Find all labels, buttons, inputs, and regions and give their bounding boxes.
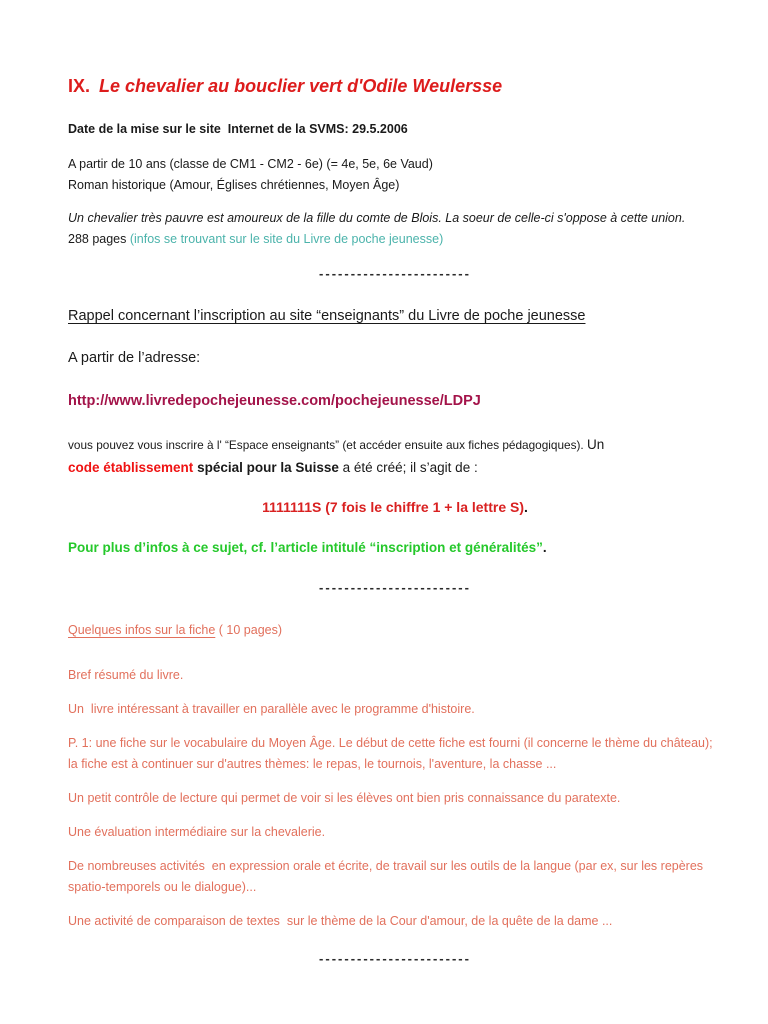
fiche-section-heading [68, 620, 722, 640]
more-info-period: . [542, 540, 547, 555]
dashed-separator: ------------------------ [319, 580, 471, 595]
pages-count: 288 pages [68, 232, 130, 246]
fiche-heading-pages: ( 10 pages) [215, 623, 283, 637]
title-numeral: IX. [68, 76, 91, 96]
more-info-text: Pour plus d’infos à ce sujet, cf. l’article intitulé “inscription et généralités” [68, 540, 543, 555]
more-info-note [68, 538, 722, 558]
fiche-item: De nombreuses activités en expression orale et écrite, de travail sur les outils de la langue (par ex, sur les repères spatio-temporels ou le dialogue)... [68, 859, 707, 894]
dashed-separator: ------------------------ [319, 266, 471, 281]
website-link[interactable]: http://www.livredepochejeunesse.com/pochejeunesse/LDPJ [68, 393, 481, 409]
dashed-separator: ------------------------ [319, 951, 471, 966]
signup-paragraph [68, 434, 722, 479]
fiche-item: Bref résumé du livre. [68, 668, 184, 682]
code-etablissement-label: code établissement [68, 459, 198, 475]
code-value-period: . [524, 499, 528, 515]
rappel-heading: Rappel concernant l’inscription au site “enseignants” du Livre de poche jeunesse [68, 308, 586, 324]
signup-text-tail: Un [587, 437, 605, 452]
establishment-code-value [68, 497, 722, 517]
signup-tail: a été créé; il s’agit de : [342, 459, 478, 475]
title-text: Le chevalier au bouclier vert d'Odile Weulersse [99, 76, 503, 96]
address-intro: A partir de l’adresse: [68, 350, 201, 366]
publish-date-line: Date de la mise sur le site Internet de la SVMS: 29.5.2006 [68, 122, 408, 136]
pages-note: (infos se trouvant sur le site du Livre de poche jeunesse) [129, 232, 444, 246]
book-meta-block [68, 154, 722, 196]
genre-line: Roman historique (Amour, Églises chrétiennes, Moyen Âge) [68, 178, 400, 192]
signup-text: vous pouvez vous inscrire à l' “Espace enseignants” (et accéder ensuite aux fiches pédagogiques). [68, 438, 587, 452]
book-summary: Un chevalier très pauvre est amoureux de la fille du comte de Blois. La soeur de celle-ci s'oppose à cette union. [68, 211, 686, 225]
fiche-heading-text: Quelques infos sur la fiche [68, 623, 216, 637]
audience-line: A partir de 10 ans (classe de CM1 - CM2 - 6e) (= 4e, 5e, 6e Vaud) [68, 157, 433, 171]
code-value-text: 1111111S (7 fois le chiffre 1 + la lettre S) [262, 499, 524, 515]
suisse-special-label: spécial pour la Suisse [197, 459, 343, 475]
url-line [68, 391, 722, 411]
fiche-item: P. 1: une fiche sur le vocabulaire du Moyen Âge. Le début de cette fiche est fourni (il concerne le thème du château); la fiche est à continuer sur d'autres thèmes: le repas, le tournois, l'aventure, la chasse ... [68, 736, 717, 771]
fiche-item: Une évaluation intermédiaire sur la chevalerie. [68, 825, 326, 839]
summary-block [68, 208, 722, 250]
fiche-item: Une activité de comparaison de textes sur le thème de la Cour d'amour, de la quête de la dame ... [68, 914, 613, 928]
fiche-item: Un petit contrôle de lecture qui permet de voir si les élèves ont bien pris connaissance du paratexte. [68, 791, 621, 805]
page-title [68, 74, 722, 98]
fiche-item: Un livre intéressant à travailler en parallèle avec le programme d'histoire. [68, 702, 475, 716]
